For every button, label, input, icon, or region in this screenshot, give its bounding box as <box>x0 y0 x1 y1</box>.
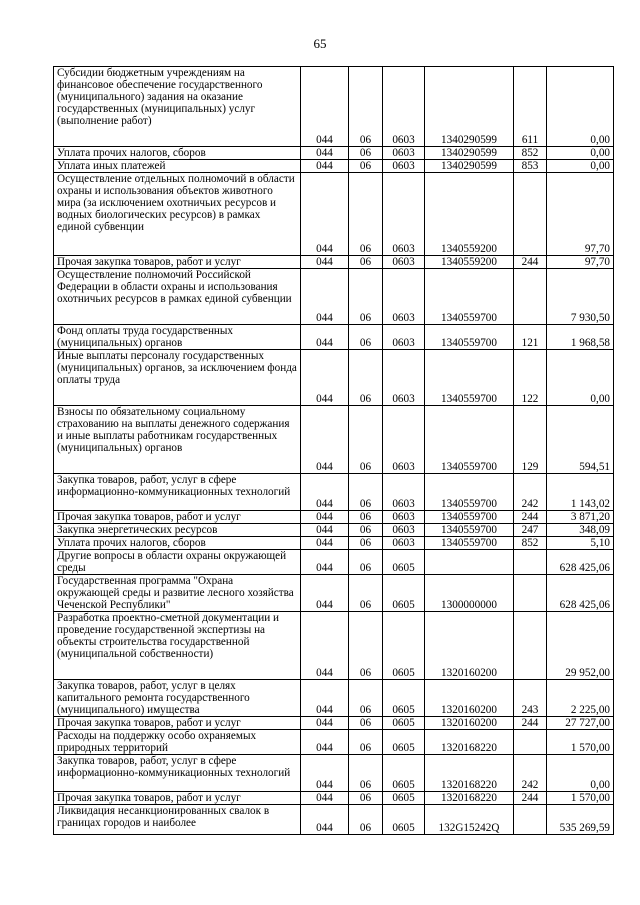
cell-rz: 06 <box>349 612 383 680</box>
cell-csr <box>425 550 514 575</box>
cell-sum: 3 871,20 <box>547 511 614 524</box>
table-row <box>54 147 614 160</box>
cell-pr: 0605 <box>383 792 425 805</box>
cell-pr: 0603 <box>383 474 425 511</box>
table-row <box>54 67 614 147</box>
cell-name: Уплата прочих налогов, сборов <box>54 147 301 160</box>
cell-rz: 06 <box>349 67 383 147</box>
cell-csr: 1340559700 <box>425 406 514 474</box>
cell-csr: 1300000000 <box>425 575 514 612</box>
cell-rz: 06 <box>349 755 383 792</box>
budget-table <box>53 66 614 835</box>
cell-csr: 1320160200 <box>425 717 514 730</box>
cell-pr: 0603 <box>383 173 425 256</box>
cell-ved: 044 <box>301 67 349 147</box>
cell-pr: 0603 <box>383 147 425 160</box>
table-row <box>54 537 614 550</box>
cell-vr: 247 <box>514 524 547 537</box>
cell-rz: 06 <box>349 524 383 537</box>
cell-name: Уплата иных платежей <box>54 160 301 173</box>
cell-name: Прочая закупка товаров, работ и услуг <box>54 511 301 524</box>
cell-vr: 244 <box>514 511 547 524</box>
cell-pr: 0605 <box>383 680 425 717</box>
cell-vr <box>514 805 547 835</box>
table-row <box>54 474 614 511</box>
table-row <box>54 350 614 406</box>
cell-rz: 06 <box>349 160 383 173</box>
cell-csr: 1320168220 <box>425 792 514 805</box>
cell-sum: 0,00 <box>547 67 614 147</box>
cell-csr: 1320168220 <box>425 755 514 792</box>
cell-name: Осуществление отдельных полномочий в области охраны и использования объектов животного мира (за исключением охотничьих ресурсов и водных биологических ресурсов) в рамках единой субвенции <box>54 173 301 256</box>
table-row <box>54 511 614 524</box>
cell-vr: 853 <box>514 160 547 173</box>
cell-sum: 1 570,00 <box>547 730 614 755</box>
cell-csr: 1340559200 <box>425 173 514 256</box>
table-row <box>54 256 614 269</box>
table-row <box>54 755 614 792</box>
cell-csr: 1320160200 <box>425 680 514 717</box>
cell-rz: 06 <box>349 792 383 805</box>
cell-name: Уплата прочих налогов, сборов <box>54 537 301 550</box>
cell-csr: 1340290599 <box>425 160 514 173</box>
cell-pr: 0603 <box>383 406 425 474</box>
cell-vr: 852 <box>514 147 547 160</box>
cell-pr: 0603 <box>383 325 425 350</box>
cell-ved: 044 <box>301 755 349 792</box>
cell-sum: 1 968,58 <box>547 325 614 350</box>
cell-vr <box>514 612 547 680</box>
cell-sum: 97,70 <box>547 173 614 256</box>
cell-vr <box>514 575 547 612</box>
cell-csr: 1340290599 <box>425 147 514 160</box>
cell-pr: 0603 <box>383 524 425 537</box>
cell-ved: 044 <box>301 406 349 474</box>
cell-rz: 06 <box>349 511 383 524</box>
cell-csr: 1340559700 <box>425 537 514 550</box>
table-row <box>54 173 614 256</box>
cell-vr: 244 <box>514 256 547 269</box>
cell-vr <box>514 269 547 325</box>
cell-vr <box>514 730 547 755</box>
cell-ved: 044 <box>301 805 349 835</box>
cell-ved: 044 <box>301 537 349 550</box>
page-number: 65 <box>313 36 327 51</box>
cell-pr: 0605 <box>383 575 425 612</box>
cell-csr: 1320160200 <box>425 612 514 680</box>
table-row <box>54 792 614 805</box>
table-row <box>54 717 614 730</box>
table-row <box>54 325 614 350</box>
cell-pr: 0605 <box>383 717 425 730</box>
cell-rz: 06 <box>349 325 383 350</box>
cell-ved: 044 <box>301 717 349 730</box>
cell-csr: 132G15242Q <box>425 805 514 835</box>
cell-sum: 0,00 <box>547 755 614 792</box>
cell-ved: 044 <box>301 612 349 680</box>
table-row <box>54 550 614 575</box>
cell-csr: 1340559700 <box>425 511 514 524</box>
cell-sum: 29 952,00 <box>547 612 614 680</box>
cell-name: Прочая закупка товаров, работ и услуг <box>54 256 301 269</box>
cell-name: Другие вопросы в области охраны окружающей среды <box>54 550 301 575</box>
table-row <box>54 612 614 680</box>
cell-rz: 06 <box>349 550 383 575</box>
cell-csr: 1340290599 <box>425 67 514 147</box>
table-row <box>54 406 614 474</box>
cell-name: Взносы по обязательному социальному страхованию на выплаты денежного содержания и иные выплаты работникам государственных (муниципальных) органов <box>54 406 301 474</box>
cell-sum: 594,51 <box>547 406 614 474</box>
cell-pr: 0603 <box>383 256 425 269</box>
cell-name: Государственная программа "Охрана окружающей среды и развитие лесного хозяйства Чеченской Республики" <box>54 575 301 612</box>
cell-rz: 06 <box>349 805 383 835</box>
cell-pr: 0603 <box>383 67 425 147</box>
cell-csr: 1340559700 <box>425 474 514 511</box>
cell-ved: 044 <box>301 173 349 256</box>
cell-sum: 1 570,00 <box>547 792 614 805</box>
cell-vr: 242 <box>514 755 547 792</box>
cell-sum: 535 269,59 <box>547 805 614 835</box>
cell-pr: 0603 <box>383 511 425 524</box>
cell-name: Закупка товаров, работ, услуг в сфере информационно-коммуникационных технологий <box>54 474 301 511</box>
table-row <box>54 575 614 612</box>
cell-vr: 852 <box>514 537 547 550</box>
cell-sum: 628 425,06 <box>547 550 614 575</box>
cell-rz: 06 <box>349 537 383 550</box>
cell-sum: 27 727,00 <box>547 717 614 730</box>
cell-vr: 122 <box>514 350 547 406</box>
cell-pr: 0603 <box>383 269 425 325</box>
cell-name: Фонд оплаты труда государственных (муниципальных) органов <box>54 325 301 350</box>
cell-ved: 044 <box>301 325 349 350</box>
table-row <box>54 160 614 173</box>
cell-sum: 7 930,50 <box>547 269 614 325</box>
cell-vr: 121 <box>514 325 547 350</box>
cell-csr: 1340559700 <box>425 269 514 325</box>
cell-name: Разработка проектно-сметной документации и проведение государственной экспертизы на объекты строительства государственной (муниципальной собственности) <box>54 612 301 680</box>
table-body <box>54 67 614 835</box>
cell-rz: 06 <box>349 717 383 730</box>
cell-ved: 044 <box>301 680 349 717</box>
cell-pr: 0605 <box>383 730 425 755</box>
table-row <box>54 269 614 325</box>
cell-ved: 044 <box>301 511 349 524</box>
cell-rz: 06 <box>349 256 383 269</box>
cell-ved: 044 <box>301 550 349 575</box>
cell-name: Прочая закупка товаров, работ и услуг <box>54 717 301 730</box>
cell-name: Закупка товаров, работ, услуг в сфере информационно-коммуникационных технологий <box>54 755 301 792</box>
cell-rz: 06 <box>349 406 383 474</box>
cell-rz: 06 <box>349 269 383 325</box>
cell-sum: 97,70 <box>547 256 614 269</box>
cell-sum: 348,09 <box>547 524 614 537</box>
cell-pr: 0605 <box>383 550 425 575</box>
cell-name: Ликвидация несанкционированных свалок в границах городов и наиболее <box>54 805 301 835</box>
cell-pr: 0605 <box>383 755 425 792</box>
cell-vr <box>514 173 547 256</box>
cell-vr: 244 <box>514 792 547 805</box>
cell-sum: 628 425,06 <box>547 575 614 612</box>
cell-rz: 06 <box>349 575 383 612</box>
cell-csr: 1340559700 <box>425 350 514 406</box>
cell-sum: 2 225,00 <box>547 680 614 717</box>
cell-sum: 0,00 <box>547 350 614 406</box>
cell-name: Осуществление полномочий Российской Федерации в области охраны и использования охотничьих ресурсов в рамках единой субвенции <box>54 269 301 325</box>
cell-rz: 06 <box>349 173 383 256</box>
table-row <box>54 524 614 537</box>
cell-rz: 06 <box>349 730 383 755</box>
cell-vr: 243 <box>514 680 547 717</box>
cell-ved: 044 <box>301 730 349 755</box>
cell-csr: 1320168220 <box>425 730 514 755</box>
cell-pr: 0605 <box>383 612 425 680</box>
cell-pr: 0603 <box>383 350 425 406</box>
cell-ved: 044 <box>301 792 349 805</box>
cell-ved: 044 <box>301 575 349 612</box>
cell-csr: 1340559700 <box>425 325 514 350</box>
cell-name: Прочая закупка товаров, работ и услуг <box>54 792 301 805</box>
cell-vr: 244 <box>514 717 547 730</box>
cell-ved: 044 <box>301 256 349 269</box>
cell-vr <box>514 550 547 575</box>
table-row <box>54 680 614 717</box>
cell-ved: 044 <box>301 160 349 173</box>
table-row <box>54 730 614 755</box>
cell-vr: 242 <box>514 474 547 511</box>
cell-ved: 044 <box>301 350 349 406</box>
cell-vr: 611 <box>514 67 547 147</box>
table-row <box>54 805 614 835</box>
cell-name: Закупка товаров, работ, услуг в целях капитального ремонта государственного (муниципального) имущества <box>54 680 301 717</box>
cell-name: Расходы на поддержку особо охраняемых природных территорий <box>54 730 301 755</box>
cell-ved: 044 <box>301 474 349 511</box>
cell-rz: 06 <box>349 474 383 511</box>
cell-ved: 044 <box>301 147 349 160</box>
cell-pr: 0603 <box>383 160 425 173</box>
cell-rz: 06 <box>349 680 383 717</box>
cell-csr: 1340559200 <box>425 256 514 269</box>
cell-rz: 06 <box>349 147 383 160</box>
cell-ved: 044 <box>301 269 349 325</box>
cell-sum: 0,00 <box>547 147 614 160</box>
cell-name: Субсидии бюджетным учреждениям на финансовое обеспечение государственного (муниципального) задания на оказание государственных (муниципальных) услуг (выполнение работ) <box>54 67 301 147</box>
cell-rz: 06 <box>349 350 383 406</box>
cell-pr: 0605 <box>383 805 425 835</box>
cell-sum: 0,00 <box>547 160 614 173</box>
cell-ved: 044 <box>301 524 349 537</box>
cell-sum: 5,10 <box>547 537 614 550</box>
cell-vr: 129 <box>514 406 547 474</box>
cell-name: Закупка энергетических ресурсов <box>54 524 301 537</box>
cell-sum: 1 143,02 <box>547 474 614 511</box>
cell-csr: 1340559700 <box>425 524 514 537</box>
cell-name: Иные выплаты персоналу государственных (муниципальных) органов, за исключением фонда оплаты труда <box>54 350 301 406</box>
cell-pr: 0603 <box>383 537 425 550</box>
